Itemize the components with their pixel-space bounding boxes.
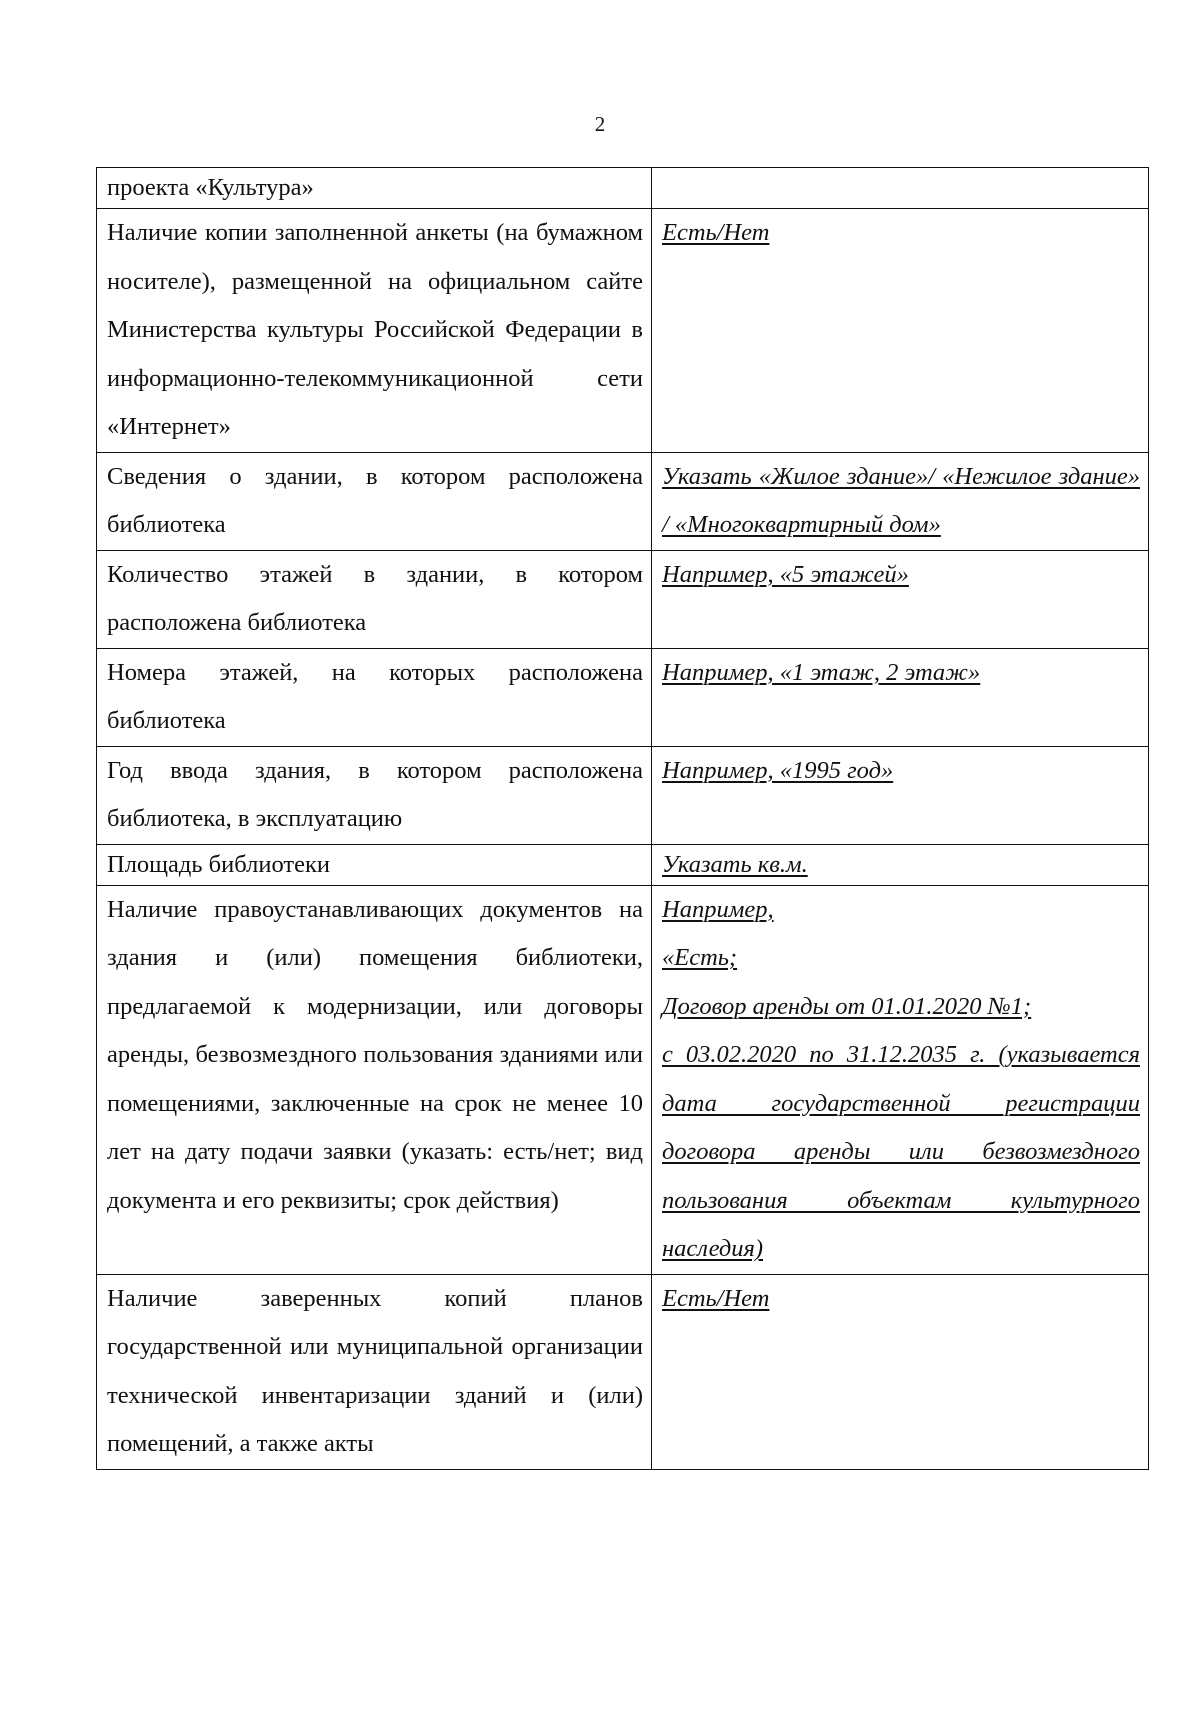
row-value: [652, 885, 1149, 1274]
row-label: [97, 746, 652, 844]
row-value-text: Указать «Жилое здание»/ «Нежилое здание» / «Многоквартирный дом»: [662, 462, 1140, 538]
row-value-text: Например,: [662, 895, 774, 923]
table-row: [97, 452, 1149, 550]
row-label-text: Год ввода здания, в котором расположена библиотека, в эксплуатацию: [107, 756, 643, 832]
page-number: 2: [594, 112, 606, 136]
row-value-text: Есть/Нет: [662, 1284, 770, 1312]
row-label: [97, 209, 652, 453]
library-info-table: [96, 167, 1149, 1470]
table-row: [97, 648, 1149, 746]
row-label-text: Площадь библиотеки: [107, 850, 330, 878]
row-value-text: Указать кв.м.: [662, 850, 808, 878]
row-label-text: Наличие заверенных копий планов государственной или муниципальной организации технической инвентаризации зданий и (или) помещений, а также акты: [107, 1284, 643, 1457]
row-label-text: Наличие копии заполненной анкеты (на бумажном носителе), размещенной на официальном сайте Министерства культуры Российской Федерации в информационно-телекоммуникационной сети «Интернет»: [107, 219, 643, 440]
row-value: [652, 1274, 1149, 1469]
row-label: [97, 550, 652, 648]
table-row: [97, 746, 1149, 844]
table-row: [97, 885, 1149, 1274]
row-label: [97, 844, 652, 885]
row-label: [97, 452, 652, 550]
row-value: [652, 648, 1149, 746]
row-value: [652, 209, 1149, 453]
row-label: [97, 885, 652, 1274]
row-value: [652, 550, 1149, 648]
row-label-text: Номера этажей, на которых расположена библиотека: [107, 658, 643, 734]
row-value-text: Договор аренды от 01.01.2020 №1;: [662, 992, 1032, 1020]
table-row: [97, 168, 1149, 209]
table-row: [97, 844, 1149, 885]
row-label: [97, 648, 652, 746]
row-value-text: с 03.02.2020 по 31.12.2035 г. (указывается дата государственной регистрации договора аренды или безвозмездного пользования объектам культурного наследия): [662, 1041, 1140, 1262]
row-value: [652, 168, 1149, 209]
row-value: [652, 452, 1149, 550]
row-value-text: Например, «5 этажей»: [662, 560, 909, 588]
row-label-text: Наличие правоустанавливающих документов на здания и (или) помещения библиотеки, предлагаемой к модернизации, или договоры аренды, безвозмездного пользования зданиями или помещениями, заключенные на срок не менее 10 лет на дату подачи заявки (указать: есть/нет; вид документа и его реквизиты; срок действия): [107, 895, 643, 1214]
table-row: [97, 209, 1149, 453]
row-value-text: Например, «1995 год»: [662, 756, 894, 784]
row-label: [97, 168, 652, 209]
row-value-text: Например, «1 этаж, 2 этаж»: [662, 658, 981, 686]
row-value: [652, 844, 1149, 885]
table-row: [97, 1274, 1149, 1469]
row-value: [652, 746, 1149, 844]
row-label-text: Сведения о здании, в котором расположена библиотека: [107, 462, 643, 538]
row-label-text: Количество этажей в здании, в котором расположена библиотека: [107, 560, 643, 636]
table-row: [97, 550, 1149, 648]
row-value-text: «Есть;: [662, 944, 738, 971]
row-label-text: проекта «Культура»: [107, 174, 314, 201]
row-value-text: Есть/Нет: [662, 219, 770, 246]
row-label: [97, 1274, 652, 1469]
